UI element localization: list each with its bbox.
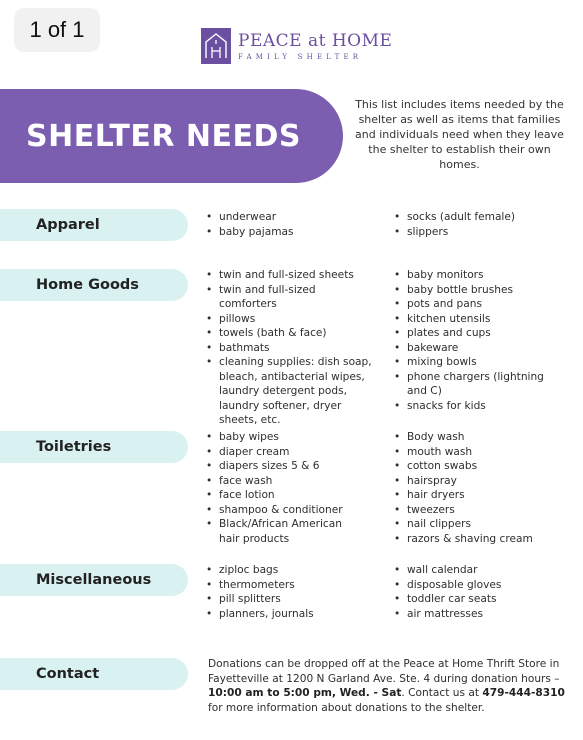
list-item: • towels (bath & face): [205, 326, 375, 341]
contact-text-part: for more information about donations to the shelter.: [208, 701, 485, 714]
section-label-apparel: [0, 209, 188, 241]
list-item: • thermometers: [205, 578, 385, 593]
apparel-list-left: [205, 210, 385, 239]
list-item: • tweezers: [393, 503, 553, 518]
list-item: • baby wipes: [205, 430, 355, 445]
title-banner: [0, 89, 343, 183]
home-goods-list-left: [205, 268, 375, 428]
page-title: SHELTER NEEDS: [26, 118, 301, 154]
list-item: • ziploc bags: [205, 563, 385, 578]
list-item: • slippers: [393, 225, 553, 240]
list-item: • face lotion: [205, 488, 355, 503]
section-label-text: Toiletries: [36, 439, 112, 455]
toiletries-list-right: [393, 430, 553, 546]
miscellaneous-list-right: [393, 563, 553, 621]
list-item: • Body wash: [393, 430, 553, 445]
list-item: • baby bottle brushes: [393, 283, 553, 298]
list-item: • baby monitors: [393, 268, 553, 283]
donation-hours: 10:00 am to 5:00 pm, Wed. - Sat: [208, 687, 402, 699]
list-item: • face wash: [205, 474, 355, 489]
section-label-text: Miscellaneous: [36, 572, 152, 588]
phone-number: 479-444-8310: [482, 687, 565, 699]
list-item: • hairspray: [393, 474, 553, 489]
list-item: • wall calendar: [393, 563, 553, 578]
apparel-list-right: [393, 210, 553, 239]
list-item: • baby pajamas: [205, 225, 385, 240]
list-item: • planners, journals: [205, 607, 385, 622]
section-label-text: Contact: [36, 666, 100, 682]
logo-subtitle: FAMILY SHELTER: [238, 52, 363, 61]
contact-text: [208, 657, 570, 715]
list-item: • bakeware: [393, 341, 553, 356]
list-item: • mixing bowls: [393, 355, 553, 370]
intro-text: This list includes items needed by the shelter as well as items that families and individuals need when they leave the shelter to establish their own homes.: [355, 98, 564, 171]
list-item: • underwear: [205, 210, 385, 225]
section-label-text: Home Goods: [36, 277, 139, 293]
list-item: • disposable gloves: [393, 578, 553, 593]
list-item: • shampoo & conditioner: [205, 503, 355, 518]
miscellaneous-list-left: [205, 563, 385, 621]
section-label-miscellaneous: [0, 564, 188, 596]
list-item: • cotton swabs: [393, 459, 553, 474]
list-item: • nail clippers: [393, 517, 553, 532]
list-item: • plates and cups: [393, 326, 553, 341]
list-item: • hair dryers: [393, 488, 553, 503]
list-item: • twin and full-sized sheets: [205, 268, 375, 283]
list-item: • kitchen utensils: [393, 312, 553, 327]
list-item: • diapers sizes 5 & 6: [205, 459, 355, 474]
list-item: • pill splitters: [205, 592, 385, 607]
home-goods-list-right: [393, 268, 553, 413]
page-count-badge: 1 of 1: [14, 8, 100, 52]
list-item: • bathmats: [205, 341, 375, 356]
contact-text-part: Donations can be dropped off at the Peace at Home Thrift Store in Fayetteville at 1200 N Garland Ave. Ste. 4 during donation hours –: [208, 658, 560, 685]
list-item: • socks (adult female): [393, 210, 553, 225]
list-item: • toddler car seats: [393, 592, 553, 607]
list-item: • twin and full-sized comforters: [205, 283, 375, 312]
list-item: • razors & shaving cream: [393, 532, 553, 547]
contact-text-part: . Contact us at: [401, 687, 483, 699]
list-item: • phone chargers (lightning and C): [393, 370, 553, 399]
logo: [201, 28, 392, 64]
list-item: • diaper cream: [205, 445, 355, 460]
toiletries-list-left: [205, 430, 355, 546]
house-logo-icon: [201, 28, 231, 64]
list-item: • snacks for kids: [393, 399, 553, 414]
list-item: • air mattresses: [393, 607, 553, 622]
list-item: • pillows: [205, 312, 375, 327]
section-label-toiletries: [0, 431, 188, 463]
section-label-home-goods: [0, 269, 188, 301]
list-item: • cleaning supplies: dish soap, bleach, antibacterial wipes, laundry detergent pods, laundry softener, dryer sheets, etc.: [205, 355, 375, 428]
section-label-text: Apparel: [36, 217, 100, 233]
section-label-contact: [0, 658, 188, 690]
list-item: • mouth wash: [393, 445, 553, 460]
list-item: • Black/African American hair products: [205, 517, 355, 546]
list-item: • pots and pans: [393, 297, 553, 312]
logo-name: PEACE at HOME: [238, 30, 393, 51]
